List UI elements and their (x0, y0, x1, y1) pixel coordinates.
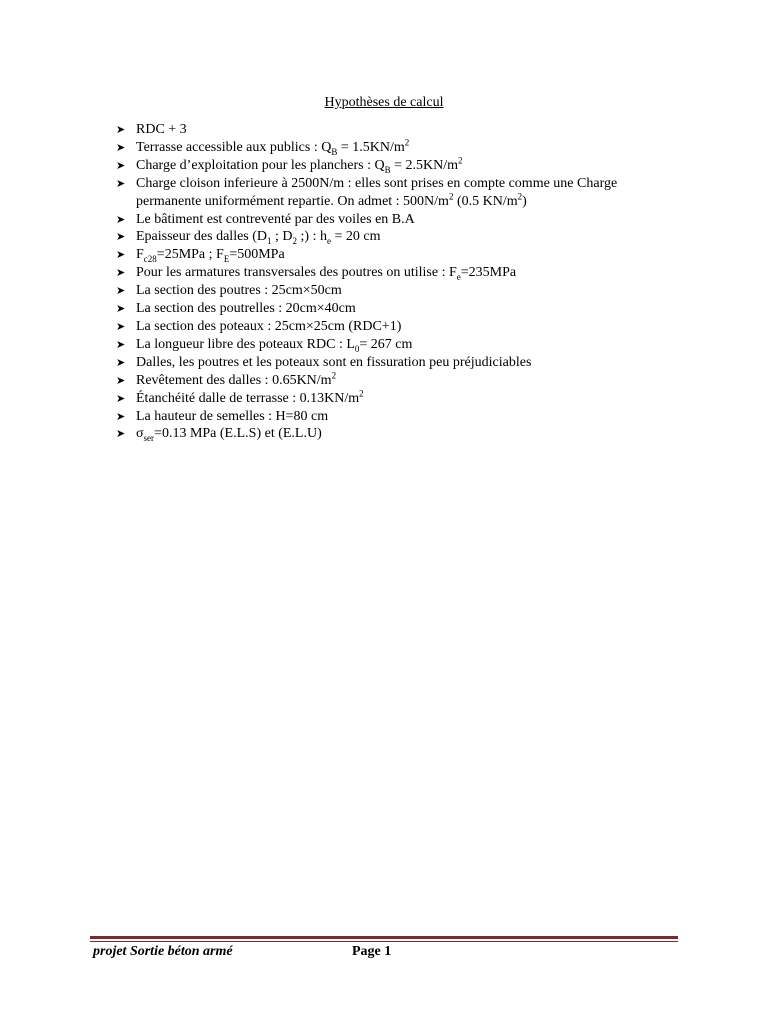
list-item-text: $\sigma_{ser}=0.13$ MPa (E.L.S) et (E.L.U) (136, 426, 322, 444)
list-item (116, 282, 676, 300)
list-item-text: La hauteur de semelles : H=80 cm (136, 408, 329, 424)
list-item (116, 354, 676, 372)
footer-page-number: Page 1 (352, 944, 392, 959)
list-item (116, 264, 676, 282)
list-item-text: Charge cloison inferieure à 2500N/m : elles sont prises en compte comme une Charge permanente uniformément repartie. On admet : $500N/m^2$ (0.5 $KN/m^2$) (136, 175, 618, 209)
arrow-bullet-icon: ➤ (116, 355, 126, 369)
list-item-text: Charge d’exploitation pour les planchers : $Q_B = 2.5KN/m^2$ (136, 155, 463, 175)
footer-rule-thin (90, 941, 678, 942)
list-item (116, 228, 676, 246)
list-item (116, 318, 676, 336)
arrow-bullet-icon: ➤ (116, 337, 126, 351)
footer-rule-thick (90, 936, 678, 939)
arrow-bullet-icon: ➤ (116, 123, 126, 136)
footer-project-title: projet Sortie béton armé (93, 944, 233, 959)
list-item-text: La section des poutrelles : 20cm×40cm (136, 301, 356, 317)
list-item-text: Dalles, les poutres et les poteaux sont en fissuration peu préjudiciables (136, 354, 532, 370)
list-item (116, 372, 676, 390)
list-item (116, 425, 676, 443)
document-title: Hypothèses de calcul (324, 95, 444, 110)
list-item (116, 211, 676, 229)
list-item-text: Epaisseur des dalles ($D_1$ ; $D_2$ ;) : $h_e = 20$ cm (136, 229, 381, 247)
list-item (116, 408, 676, 426)
arrow-bullet-icon: ➤ (116, 391, 126, 405)
list-item-text: RDC + 3 (136, 122, 187, 137)
arrow-bullet-icon: ➤ (116, 176, 126, 190)
list-item-text: La section des poutres : 25cm×50cm (136, 283, 342, 299)
list-item (116, 175, 676, 211)
arrow-bullet-icon: ➤ (116, 140, 126, 154)
arrow-bullet-icon: ➤ (116, 319, 126, 333)
arrow-bullet-icon: ➤ (116, 373, 126, 387)
arrow-bullet-icon: ➤ (116, 212, 126, 226)
arrow-bullet-icon: ➤ (116, 302, 126, 316)
arrow-bullet-icon: ➤ (116, 409, 126, 423)
list-item-text: La section des poteaux : 25cm×25cm (RDC+1) (136, 318, 402, 334)
list-item-text: La longueur libre des poteaux RDC : $L_0= 267$ cm (136, 336, 413, 354)
list-item-text: $F_{c28}=25MPa$ ; $F_E=500MPa$ (136, 247, 285, 265)
list-item (116, 336, 676, 354)
hypotheses-list (116, 121, 676, 443)
list-item-text: Terrasse accessible aux publics : $Q_B = 1.5KN/m^2$ (136, 137, 410, 157)
arrow-bullet-icon: ➤ (116, 248, 126, 262)
list-item (116, 300, 676, 318)
arrow-bullet-icon: ➤ (116, 230, 126, 244)
arrow-bullet-icon: ➤ (116, 427, 126, 441)
arrow-bullet-icon: ➤ (116, 284, 126, 298)
arrow-bullet-icon: ➤ (116, 266, 126, 280)
list-item (116, 139, 676, 157)
list-item (116, 246, 676, 264)
list-item (116, 387, 676, 408)
list-item-text: Le bâtiment est contreventé par des voiles en B.A (136, 211, 415, 227)
list-item-text: Pour les armatures transversales des poutres on utilise : $F_e=235MPa$ (136, 265, 517, 283)
arrow-bullet-icon: ➤ (116, 158, 126, 172)
list-item-text: Étanchéité dalle de terrasse : $0.13KN/m^2$ (136, 387, 364, 406)
list-item (116, 157, 676, 175)
list-item-text: Revêtement des dalles : $0.65KN/m^2$ (136, 370, 337, 388)
list-item (116, 121, 676, 139)
